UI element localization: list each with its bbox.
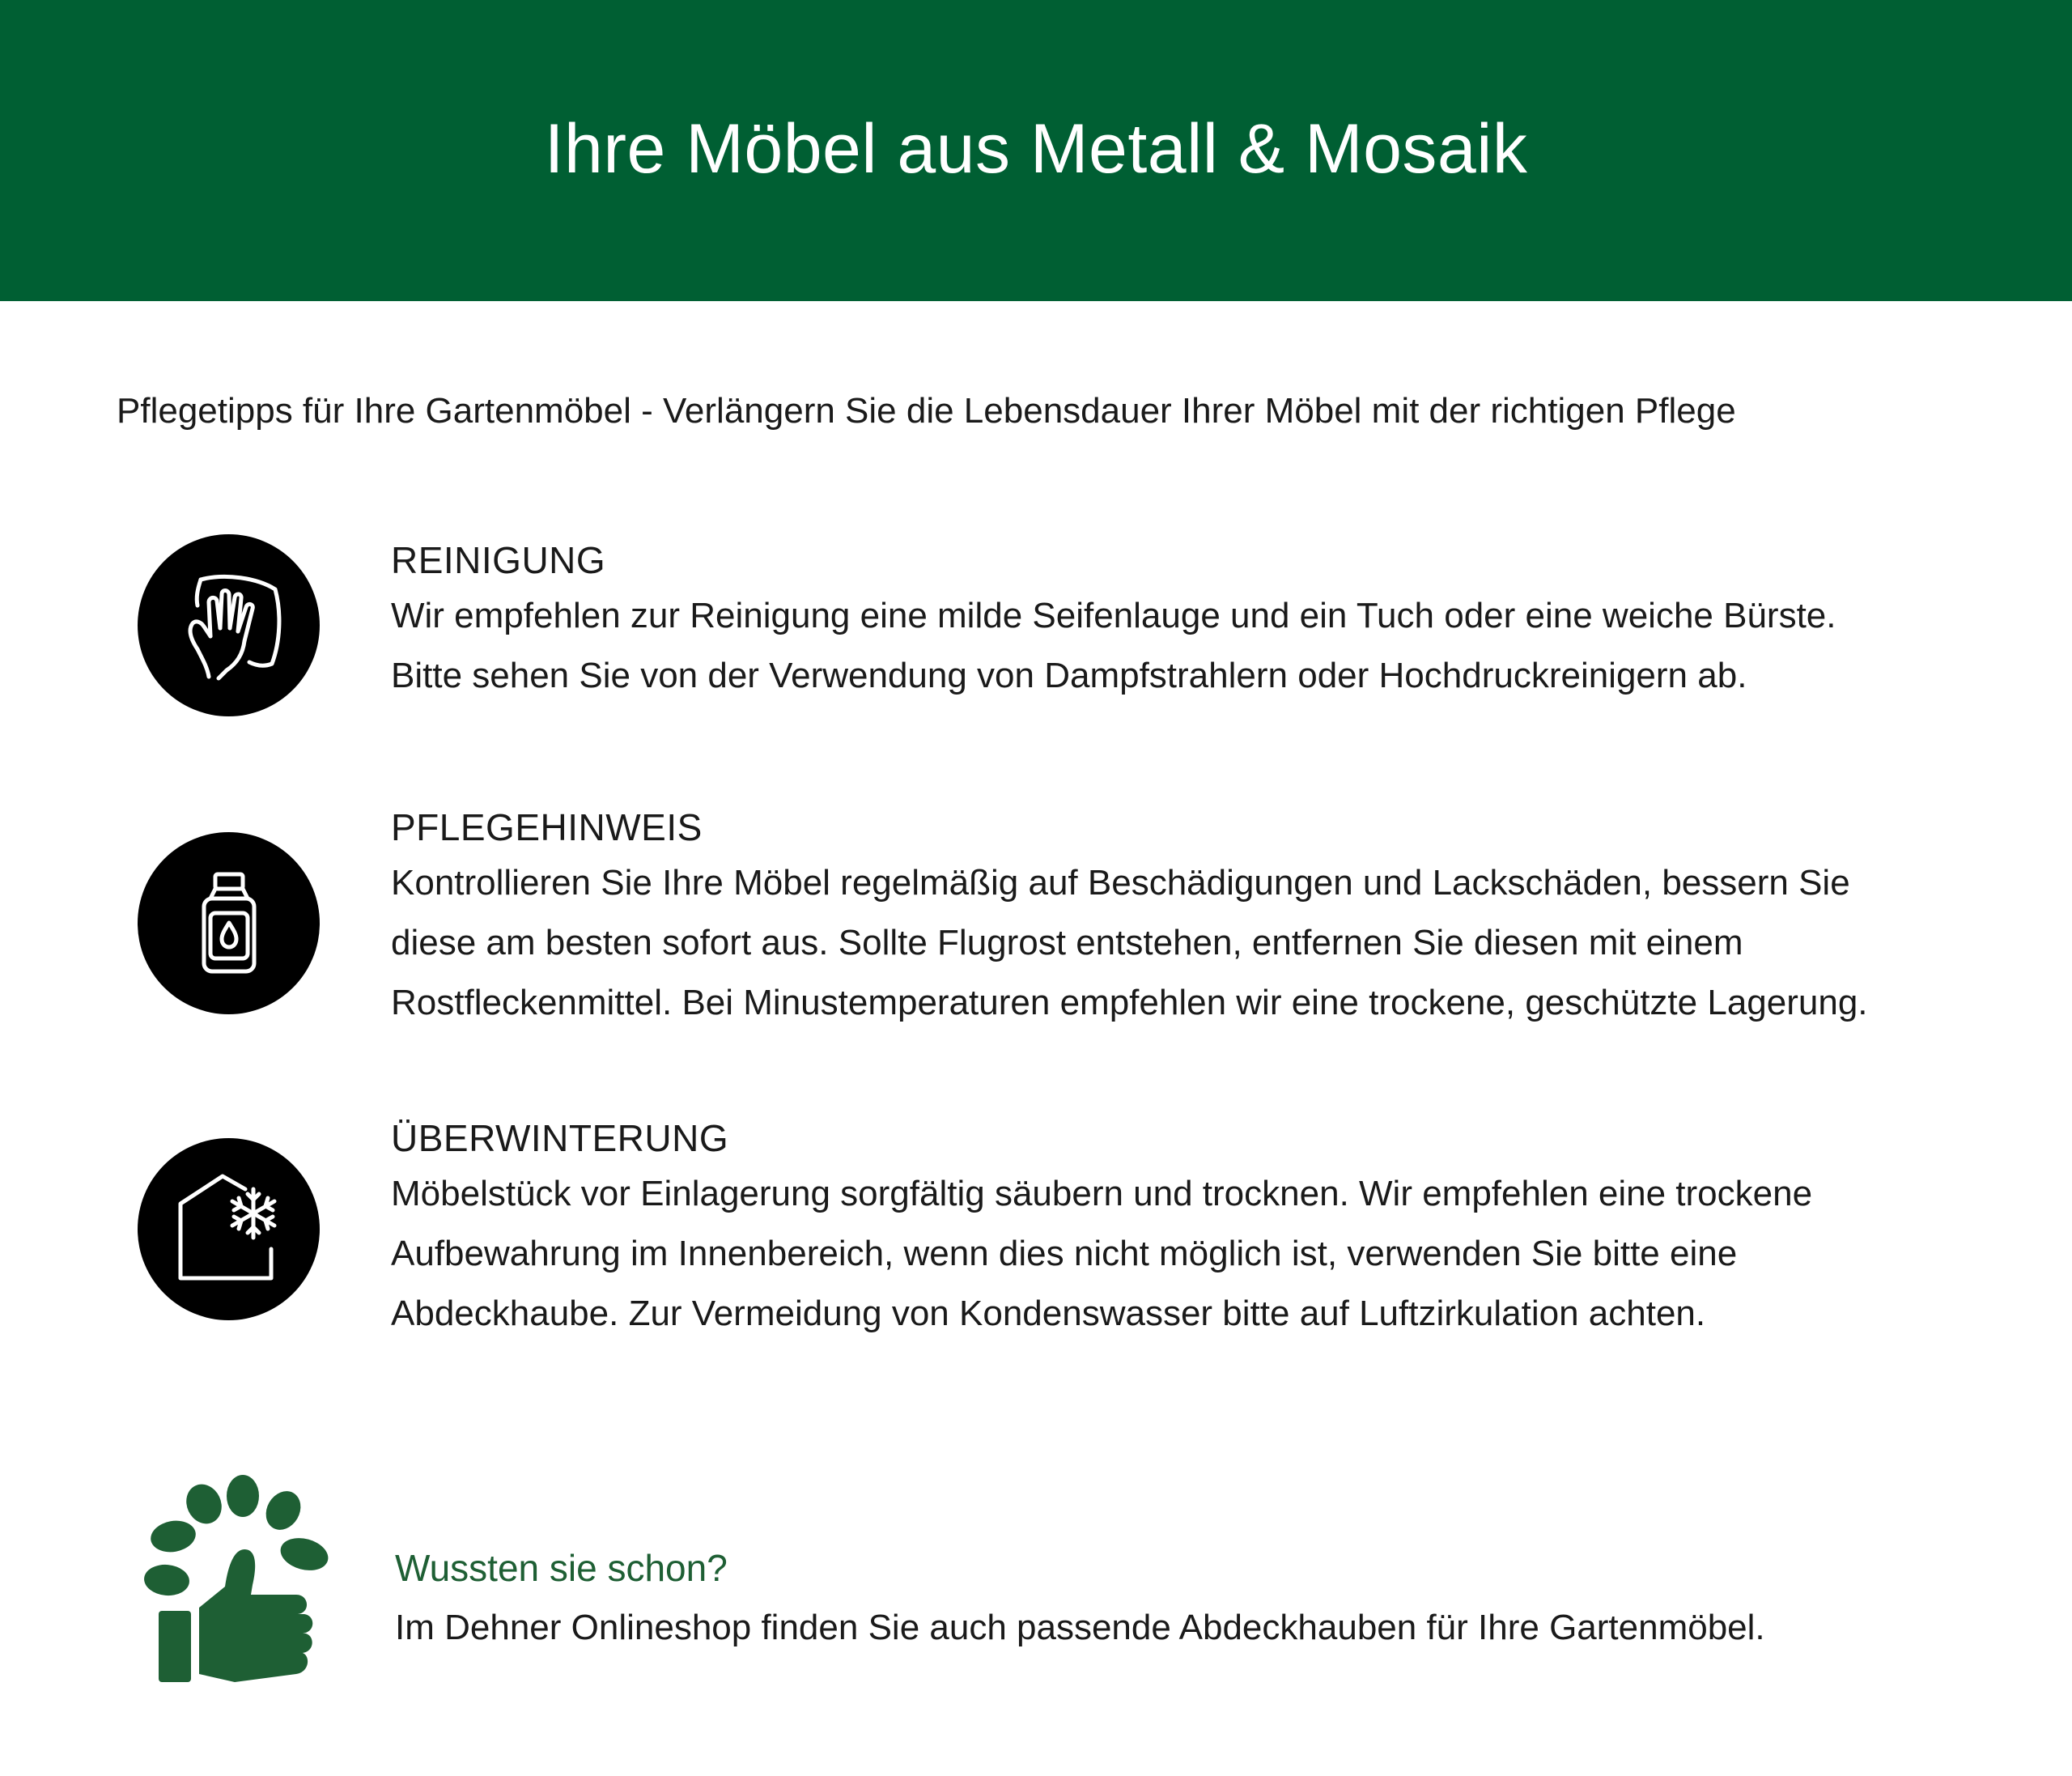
intro-text: Pflegetipps für Ihre Gartenmöbel - Verlängern Sie die Lebensdauer Ihrer Möbel mit der richtigen Pflege [117, 391, 1736, 431]
tip-text [391, 534, 2026, 706]
tip-body-line: Kontrollieren Sie Ihre Möbel regelmäßig auf Beschädigungen und Lackschäden, bessern Sie [391, 863, 1850, 903]
tip-title: PFLEGEHINWEIS [391, 806, 703, 848]
tip-title: ÜBERWINTERUNG [391, 1117, 729, 1159]
tip-text [391, 1112, 2026, 1344]
info-text [395, 1538, 1765, 1658]
tip-title: REINIGUNG [391, 539, 606, 581]
tip-body [391, 853, 2026, 1033]
tip-body-line: Möbelstück vor Einlagerung sorgfältig säubern und trocknen. Wir empfehlen eine trockene [391, 1174, 1813, 1213]
info-question: Wussten sie schon? [395, 1547, 728, 1589]
thumbs-up-leaves-icon [138, 1465, 332, 1692]
tip-body-line: Bitte sehen Sie von der Verwendung von Dampfstrahlern oder Hochdruckreinigern ab. [391, 656, 1747, 695]
tip-body-line: Aufbewahrung im Innenbereich, wenn dies nicht möglich ist, verwenden Sie bitte eine [391, 1234, 1738, 1273]
cleaning-hand-cloth-icon [138, 534, 320, 716]
info-box [0, 1465, 2072, 1692]
tip-text [391, 801, 2026, 1033]
tip-body [391, 586, 2026, 706]
tip-body-line: Abdeckhaube. Zur Vermeidung von Kondenswasser bitte auf Luftzirkulation achten. [391, 1294, 1706, 1333]
info-answer: Im Dehner Onlineshop finden Sie auch passende Abdeckhauben für Ihre Gartenmöbel. [395, 1608, 1765, 1647]
tip-body-line: diese am besten sofort aus. Sollte Flugrost entstehen, entfernen Sie diesen mit einem [391, 923, 1743, 962]
tip-body-line: Wir empfehlen zur Reinigung eine milde Seifenlauge und ein Tuch oder eine weiche Bürste. [391, 596, 1836, 635]
tip-body-line: Rostfleckenmittel. Bei Minustemperaturen empfehlen wir eine trockene, geschützte Lagerung. [391, 983, 1868, 1022]
page-header [0, 0, 2072, 301]
tip-body [391, 1164, 2026, 1344]
page-title: Ihre Möbel aus Metall & Mosaik [544, 109, 1528, 188]
house-snowflake-icon [138, 1138, 320, 1320]
bottle-drop-icon [138, 832, 320, 1014]
